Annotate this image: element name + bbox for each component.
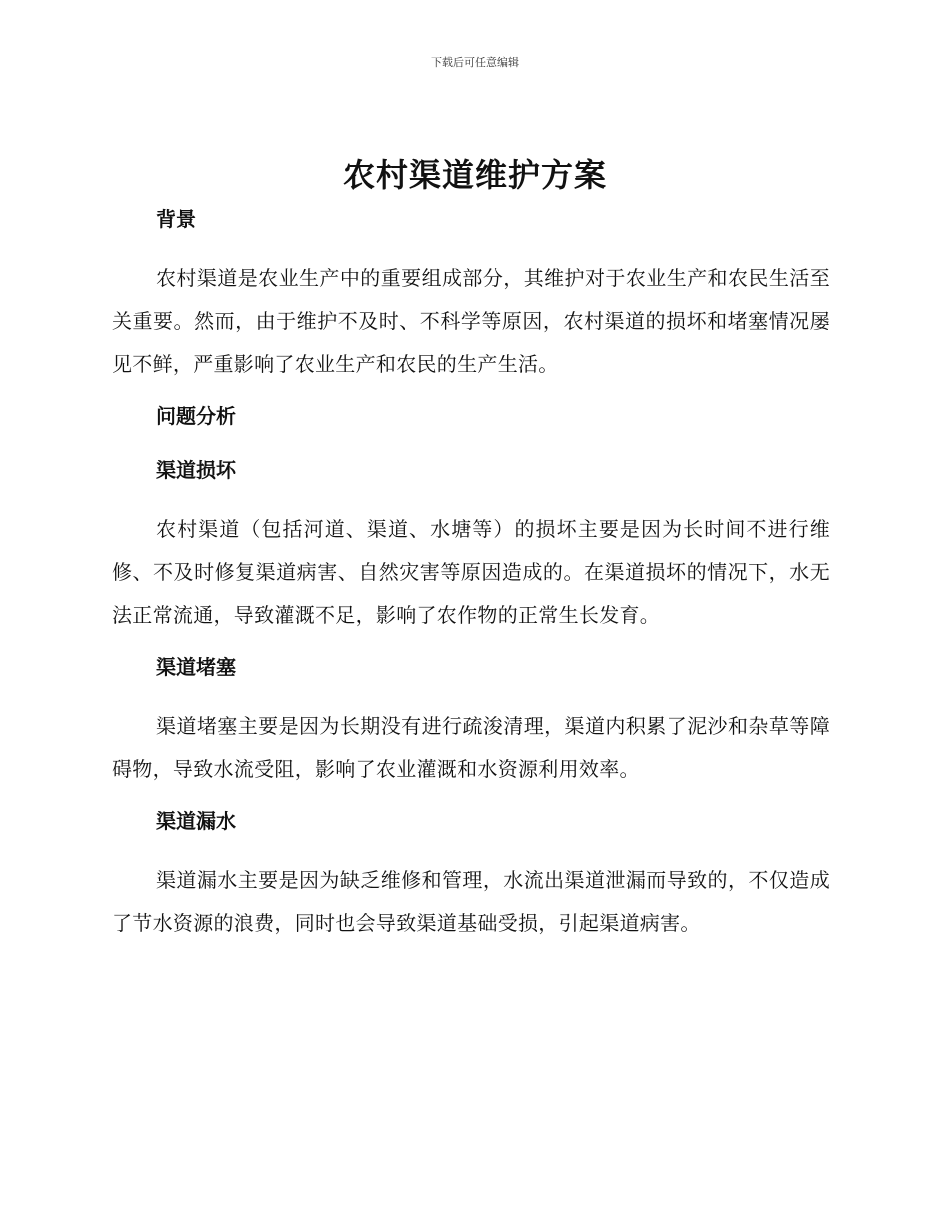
document-title: 农村渠道维护方案	[342, 156, 607, 194]
paragraph-channel-blockage: 渠道堵塞主要是因为长期没有进行疏浚清理，渠道内积累了泥沙和杂草等障碍物，导致水流受阻，影响了农业灌溉和水资源利用效率。	[112, 714, 830, 781]
section-heading-channel-damage: 渠道损坏	[156, 458, 236, 482]
section-heading-channel-leakage: 渠道漏水	[156, 809, 236, 833]
header-note: 下载后可任意编辑	[431, 56, 519, 69]
document-body	[112, 203, 830, 959]
section-heading-problem-analysis: 问题分析	[156, 404, 236, 428]
paragraph-background: 农村渠道是农业生产中的重要组成部分，其维护对于农业生产和农民生活至关重要。然而，由于维护不及时、不科学等原因，农村渠道的损坏和堵塞情况屡见不鲜，严重影响了农业生产和农民的生产生活。	[112, 266, 830, 376]
paragraph-channel-damage: 农村渠道（包括河道、渠道、水塘等）的损坏主要是因为长时间不进行维修、不及时修复渠道病害、自然灾害等原因造成的。在渠道损坏的情况下，水无法正常流通，导致灌溉不足，影响了农作物的正常生长发育。	[112, 517, 830, 627]
paragraph-channel-leakage: 渠道漏水主要是因为缺乏维修和管理，水流出渠道泄漏而导致的，不仅造成了节水资源的浪费，同时也会导致渠道基础受损，引起渠道病害。	[112, 868, 830, 935]
section-heading-channel-blockage: 渠道堵塞	[156, 655, 236, 679]
section-heading-background: 背景	[156, 207, 196, 231]
